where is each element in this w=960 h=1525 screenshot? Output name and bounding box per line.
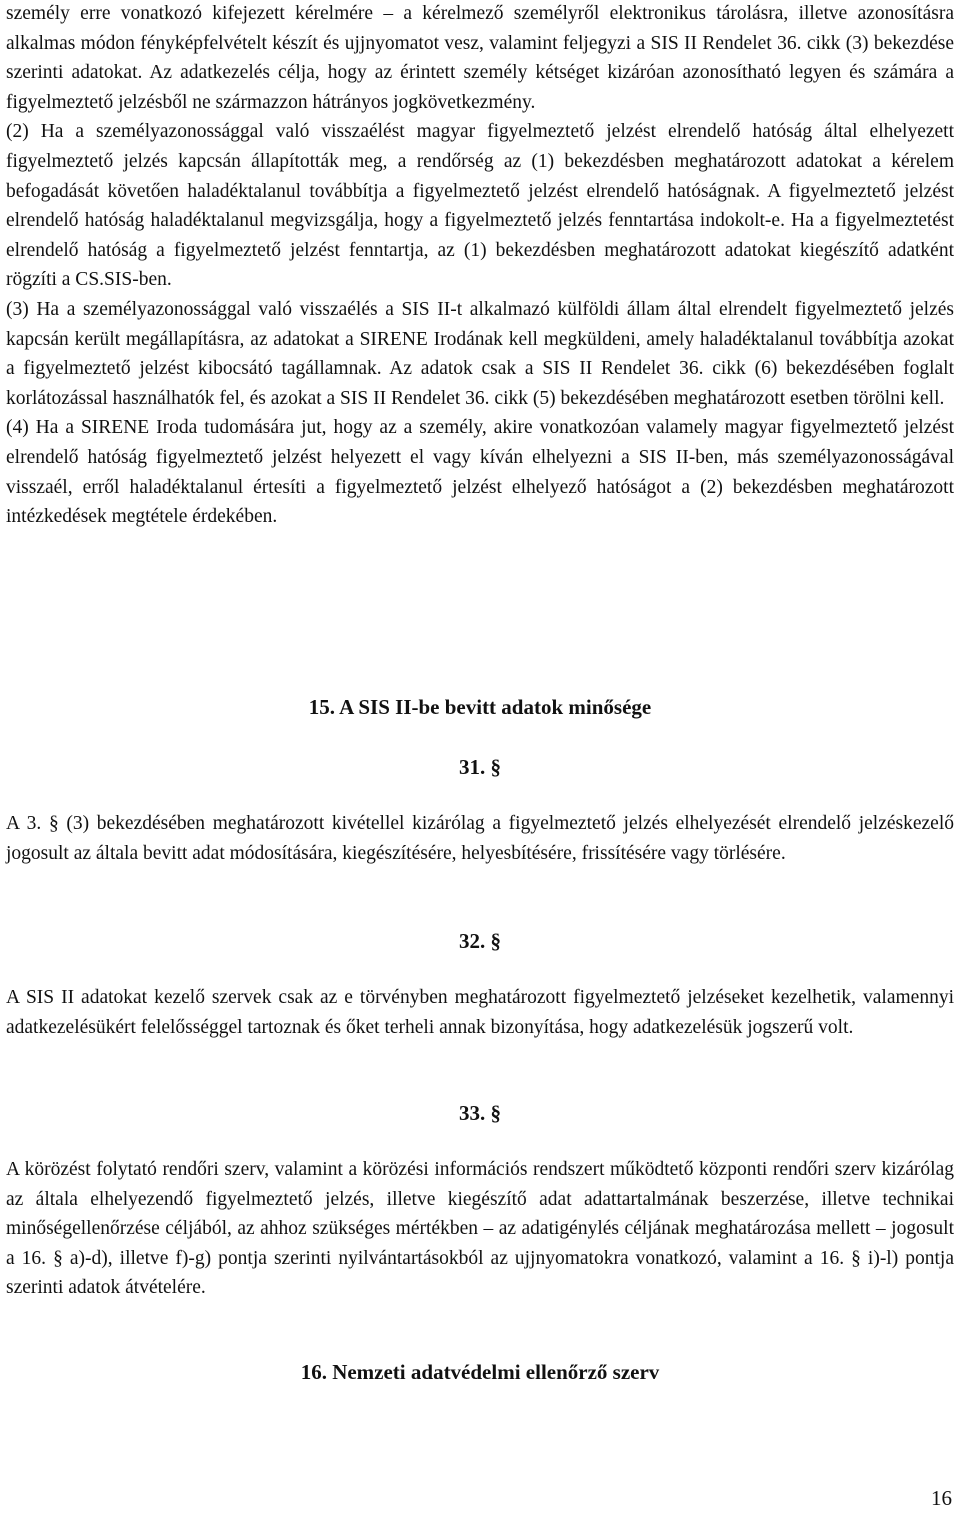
paragraph-continuation: személy erre vonatkozó kifejezett kérelmére – a kérelmező személyről elektronikus tárolásra, illetve azonosításra alkalmas módon fényképfelvételt készít és ujjnyomatot vesz, valamint feljegyzi a SIS II Rendelet 36. cikk (3) bekezdése szerinti adatokat. Az adatkezelés célja, hogy az érintett személy kétséget kizáróan azonosítható legyen és számára a figyelmeztető jelzésből ne származzon hátrányos jogkövetkezmény. — [6, 3, 954, 113]
chapter-heading-15: 15. A SIS II-be bevitt adatok minősége — [308, 695, 652, 719]
section-31-number-wrap — [6, 752, 954, 782]
section-31-wrap — [6, 809, 954, 868]
section-33-number: 33. § — [459, 1101, 501, 1125]
section-33-wrap — [6, 1155, 954, 1303]
chapter-heading-15-wrap — [6, 692, 954, 722]
section-32-number: 32. § — [459, 929, 501, 953]
section-32-number-wrap — [6, 926, 954, 956]
chapter-heading-16: 16. Nemzeti adatvédelmi ellenőrző szerv — [300, 1360, 660, 1384]
page-number: 16 — [931, 1486, 952, 1510]
paragraph-4: (4) Ha a SIRENE Iroda tudomására jut, hogy az a személy, akire vonatkozóan valamely magyar figyelmeztető jelzést elrendelő hatóság figyelmeztető jelzést helyezett el vagy kíván elhelyezni a SIS II-ben, más személyazonosságával visszaél, erről haladéktalanul értesíti a figyelmeztető jelzést elhelyező hatóságot a (2) bekezdésben meghatározott intézkedések megtétele érdekében. — [6, 417, 954, 528]
section-31-text: A 3. § (3) bekezdésében meghatározott kivétellel kizárólag a figyelmeztető jelzés elhelyezését elrendelő jelzéskezelő jogosult az általa bevitt adat módosítására, kiegészítésére, helyesbítésére, frissítésére vagy törlésére. — [6, 813, 954, 864]
chapter-heading-16-wrap — [6, 1357, 954, 1387]
section-32-wrap — [6, 983, 954, 1042]
paragraph-3: (3) Ha a személyazonossággal való visszaélés a SIS II-t alkalmazó külföldi állam által elrendelt figyelmeztető jelzés kapcsán került megállapításra, az adatokat a SIRENE Irodának kell megküldeni, amely haladéktalanul továbbítja azokat a figyelmeztető jelzést kibocsátó tagállamnak. Az adatok csak a SIS II Rendelet 36. cikk (6) bekezdésében foglalt korlátozással használhatók fel, és azokat a SIS II Rendelet 36. cikk (5) bekezdésében meghatározott esetben törölni kell. — [6, 298, 954, 409]
section-33-text: A körözést folytató rendőri szerv, valamint a körözési információs rendszert működtető központi rendőri szerv kizárólag az általa elhelyezendő figyelmeztető jelzés, illetve kiegészítő adat adattartalmának beszerzése, illetve technikai minőségellenőrzése céljából, az ahhoz szükséges mértékben – az adatigénylés céljának meghatározása mellett – jogosult a 16. § a)-d), illetve f)-g) pontja szerinti nyilvántartásokból az ujjnyomatokra vonatkozó, valamint a 16. § i)-l) pontja szerinti adatok átvételére. — [6, 1159, 954, 1299]
section-33-number-wrap — [6, 1098, 954, 1128]
paragraph-2: (2) Ha a személyazonossággal való visszaélést magyar figyelmeztető jelzést elrendelő hatóság által elhelyezett figyelmeztető jelzés kapcsán állapították meg, a rendőrség az (1) bekezdésben meghatározott adatokat a kérelem befogadását követően haladéktalanul továbbítja a figyelmeztető jelzést elrendelő hatóságnak. A figyelmeztető jelzést elrendelő hatóság haladéktalanul megvizsgálja, hogy a figyelmeztető jelzés fenntartása indokolt-e. Ha a figyelmeztetést elrendelő hatóság a figyelmeztető jelzést fenntartja, az (1) bekezdésben meghatározott adatokat kiegészítő adatként rögzíti a CS.SIS-ben. — [6, 121, 954, 291]
section-31-number: 31. § — [459, 755, 501, 779]
paragraph-block-top — [6, 0, 954, 532]
section-32-text: A SIS II adatokat kezelő szervek csak az e törvényben meghatározott figyelmeztető jelzéseket kezelhetik, valamennyi adatkezelésükért felelősséggel tartoznak és őket terheli annak bizonyítása, hogy adatkezelésük jogszerű volt. — [6, 987, 954, 1038]
